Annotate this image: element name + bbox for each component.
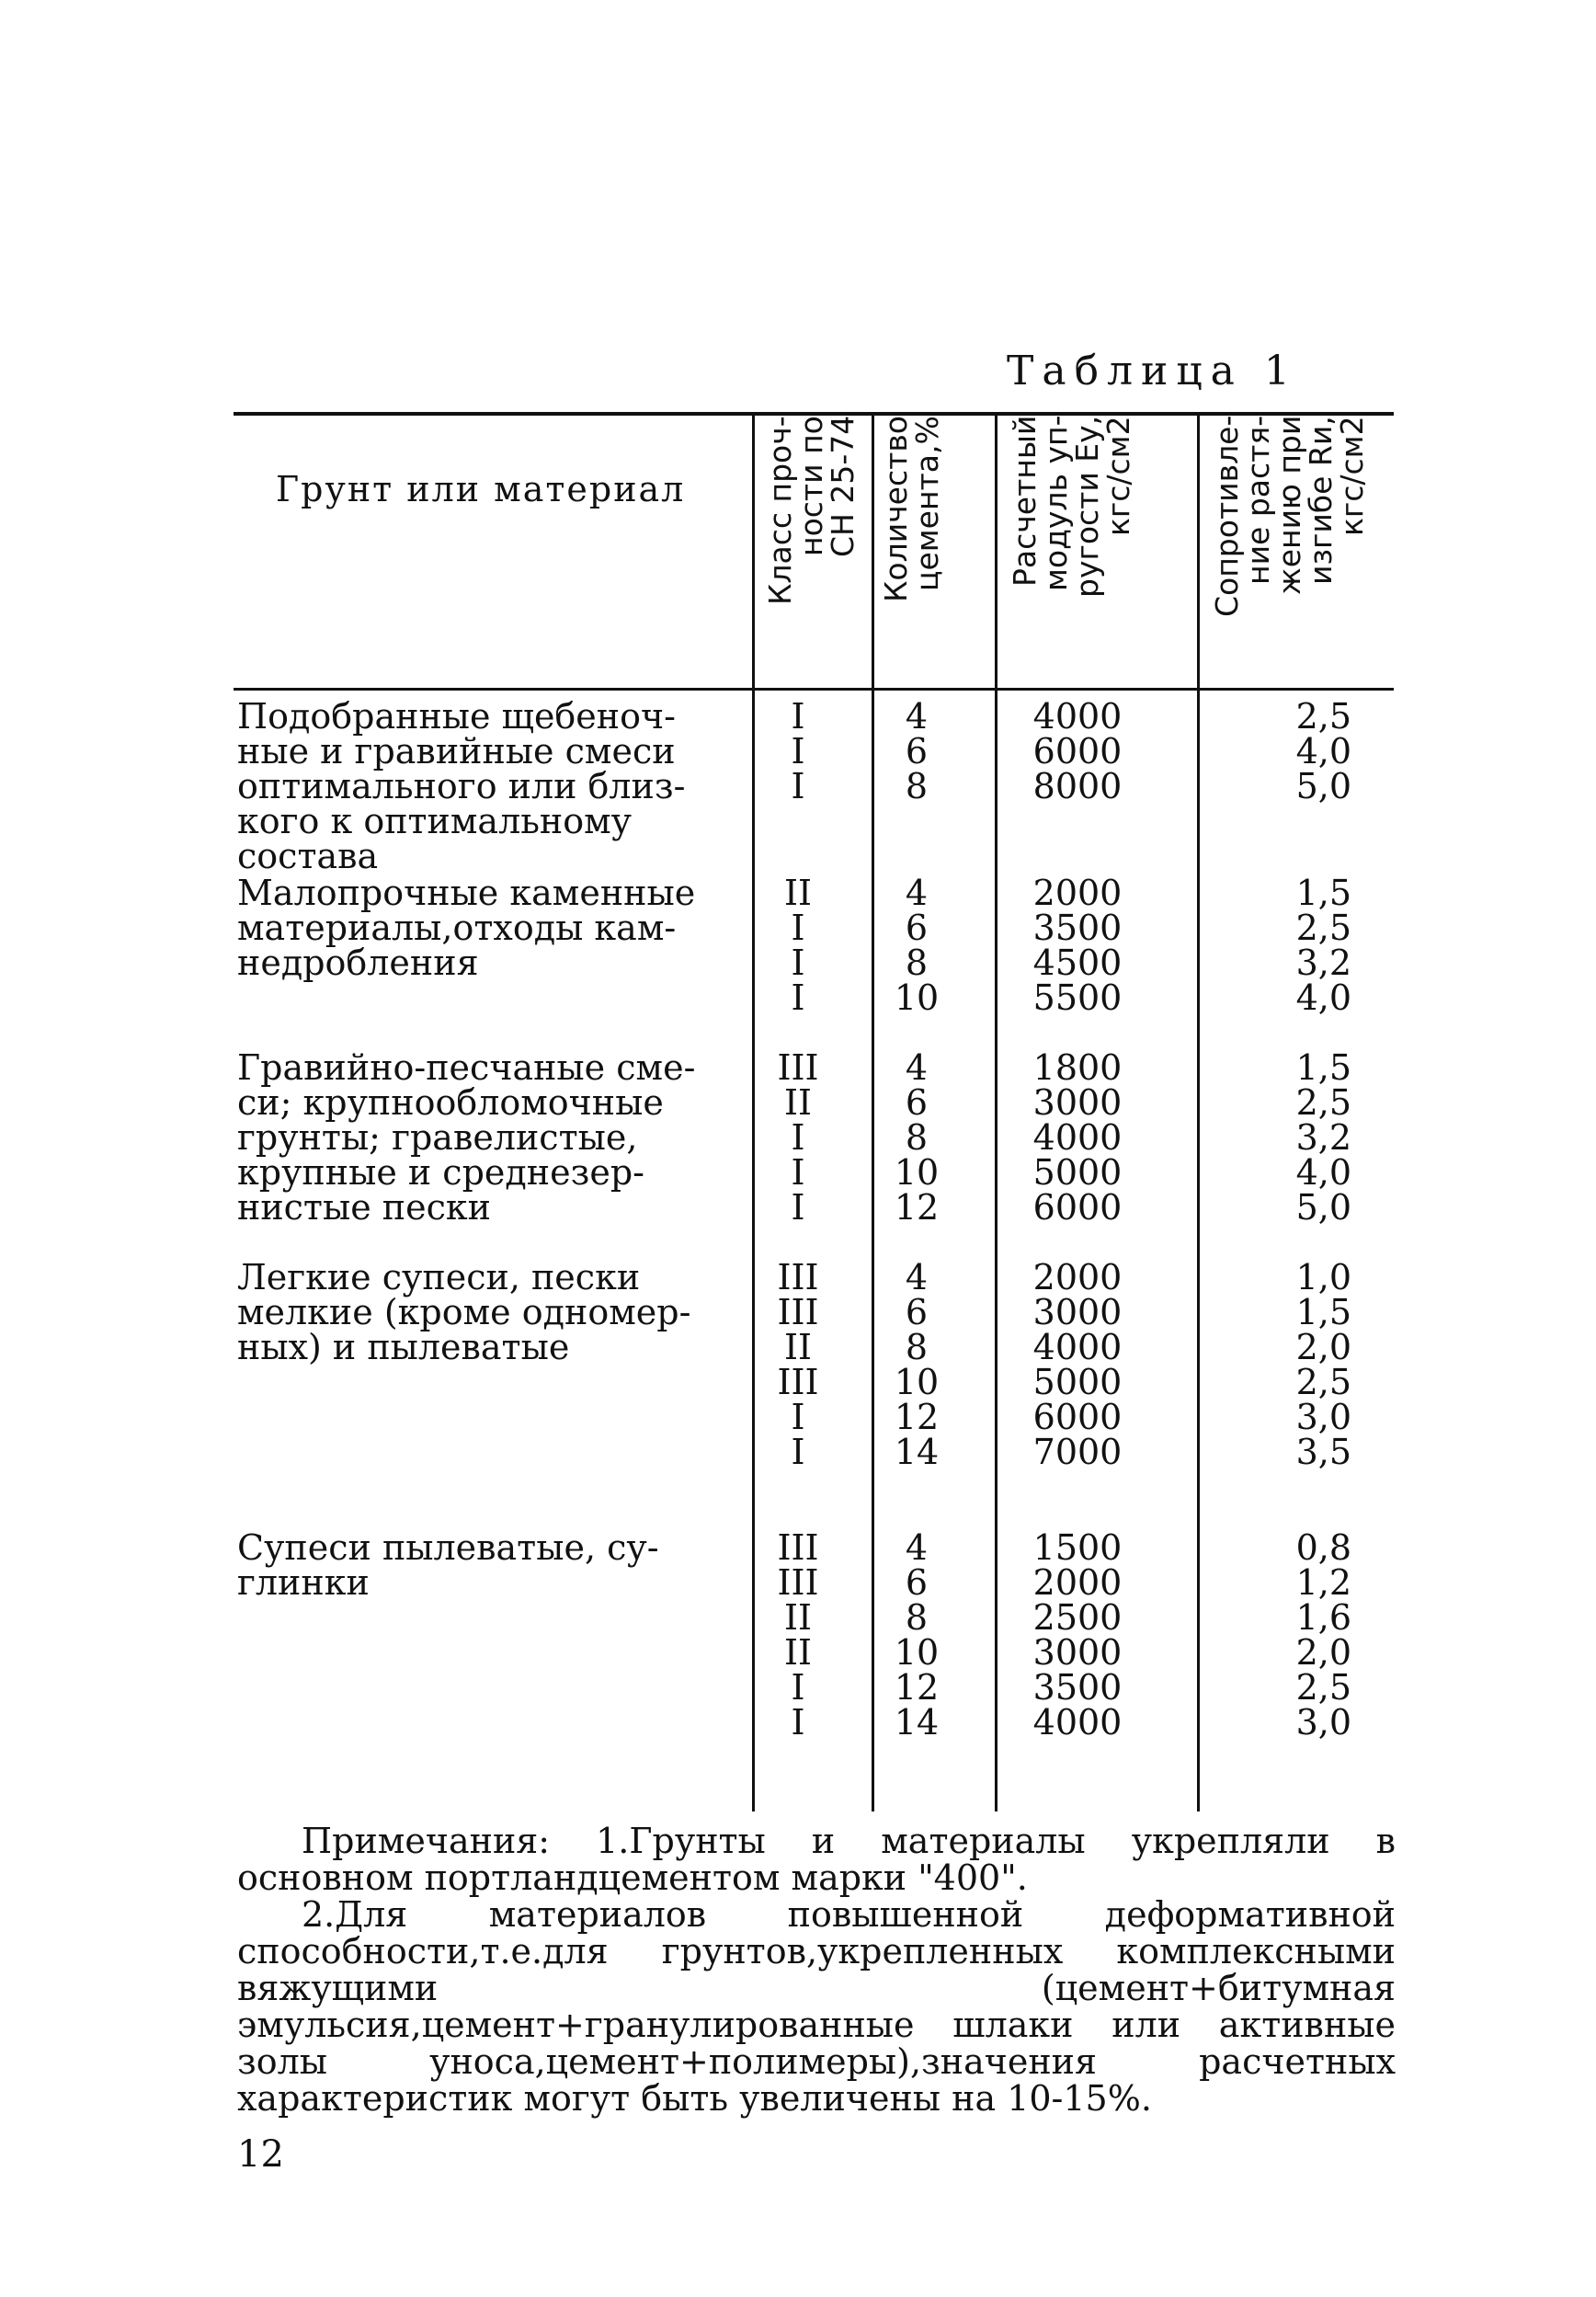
material-name: Легкие супеси, пески мелкие (кроме одномер- ных) и пылеватые (237, 1257, 691, 1367)
material-name: Супеси пылеватые, су- глинки (237, 1527, 659, 1603)
column-divider-1 (752, 414, 755, 1811)
table-notes (237, 1823, 1396, 2117)
cement-values: 4 6 8 10 (894, 873, 940, 1018)
header-material: Грунт или материал (276, 469, 686, 509)
note-1: Примечания: 1.Грунты и материалы укрепляли в основном портландцементом марки "400". (237, 1821, 1396, 1898)
cement-values: 4 6 8 10 12 14 (894, 1257, 940, 1472)
material-name: Гравийно-песчаные сме- си; крупнообломочные грунты; гравелистые, крупные и среднезер- нистые пески (237, 1047, 696, 1228)
table-caption: Таблица 1 (1007, 348, 1298, 394)
class-values: III II I I I (777, 1047, 819, 1228)
note-2: 2.Для материалов повышенной деформативной способности,т.е.для грунтов,укрепленных комплексными вяжущими (цемент+битумная эмульсия,цемент+гранулированные шлаки или активные золы уноса,цемент+полимеры),значения расчетных характеристик могут быть увеличены на 10-15%. (237, 1894, 1396, 2119)
resistance-values: 1,5 2,5 3,2 4,0 5,0 (1295, 1047, 1351, 1228)
resistance-values: 0,8 1,2 1,6 2,0 2,5 3,0 (1295, 1527, 1351, 1743)
class-values: I I I (791, 696, 805, 806)
page-number: 12 (237, 2133, 284, 2176)
resistance-values: 1,5 2,5 3,2 4,0 (1295, 873, 1351, 1018)
material-name: Малопрочные каменные материалы,отходы кам- недробления (237, 873, 696, 983)
header-elastic-modulus: Расчетный модуль уп- ругости Eу, кгс/см2 (1007, 416, 1136, 599)
material-name: Подобранные щебеноч- ные и гравийные смеси оптимального или близ- кого к оптимальному состава (237, 696, 686, 876)
resistance-values: 1,0 1,5 2,0 2,5 3,0 3,5 (1295, 1257, 1351, 1472)
modulus-values: 1500 2000 2500 3000 3500 4000 (1032, 1527, 1123, 1743)
header-cement-content: Количество цемента,% (878, 416, 945, 602)
column-divider-3 (995, 414, 998, 1811)
header-strength-class: Класс проч- ности по СН 25-74 (762, 416, 861, 605)
column-divider-4 (1197, 414, 1200, 1811)
header-bending-resistance: Сопротивле- ние растя- жению при изгибе Rи, кгс/см2 (1209, 416, 1370, 618)
cement-values: 4 6 8 10 12 14 (894, 1527, 940, 1743)
cement-values: 4 6 8 10 12 (894, 1047, 940, 1228)
class-values: III III II II I I (777, 1527, 819, 1743)
class-values: II I I I (783, 873, 813, 1018)
modulus-values: 2000 3500 4500 5500 (1032, 873, 1123, 1018)
cement-values: 4 6 8 (905, 696, 929, 806)
modulus-values: 1800 3000 4000 5000 6000 (1032, 1047, 1123, 1228)
modulus-values: 4000 6000 8000 (1032, 696, 1123, 806)
modulus-values: 2000 3000 4000 5000 6000 7000 (1032, 1257, 1123, 1472)
class-values: III III II III I I (777, 1257, 819, 1472)
resistance-values: 2,5 4,0 5,0 (1295, 696, 1351, 806)
